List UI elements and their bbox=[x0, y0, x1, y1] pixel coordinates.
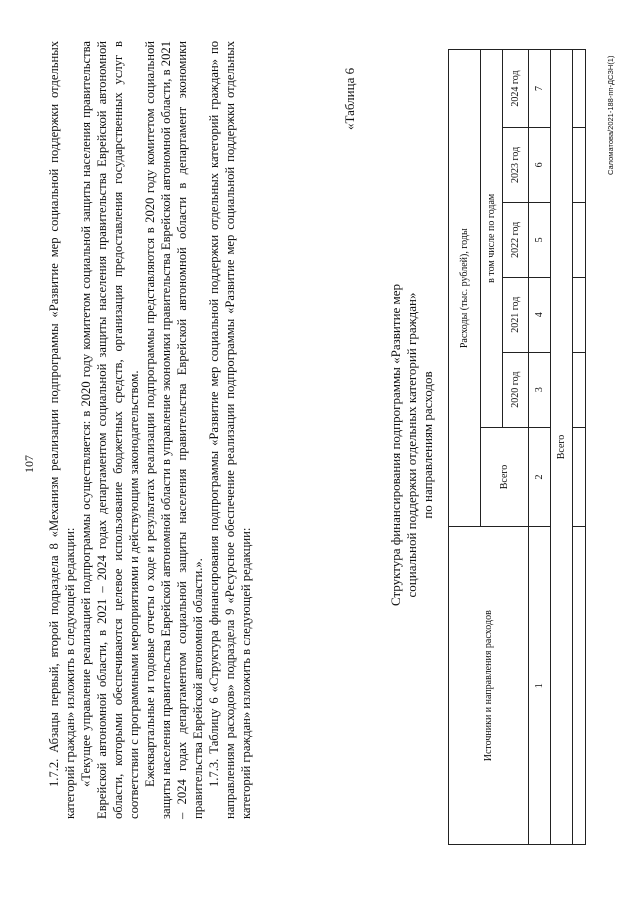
empty-cell bbox=[573, 202, 586, 277]
numbering-cell: 6 bbox=[529, 127, 551, 202]
header-source: Источники и направления расходов bbox=[449, 527, 529, 845]
header-year: 2020 год bbox=[503, 352, 529, 427]
header-expenses: Расходы (тыс. рублей), годы bbox=[449, 50, 481, 527]
header-year: 2024 год bbox=[503, 50, 529, 128]
numbering-cell: 4 bbox=[529, 277, 551, 352]
empty-cell bbox=[573, 427, 586, 527]
footer-reference: Саломатова/2021-188-пп-ДСЗН(1) bbox=[606, 55, 615, 175]
empty-cell bbox=[573, 277, 586, 352]
paragraph-1-7-2: 1.7.2. Абзацы первый, второй подраздела 8 «Механизм реализации подпрограммы «Развитие мер социальной поддержки отдельных категорий граждан» изложить в следующей редакции: bbox=[47, 41, 77, 819]
numbering-cell: 2 bbox=[529, 427, 551, 527]
page-number: 107 bbox=[22, 455, 36, 473]
header-total: Всего bbox=[481, 427, 529, 527]
empty-cell bbox=[573, 527, 586, 845]
table-title-line: Структура финансирования подпрограммы «Развитие мер bbox=[388, 283, 403, 607]
table-title-line: социальной поддержки отдельных категорий граждан» bbox=[404, 292, 419, 598]
table-title bbox=[388, 235, 436, 655]
empty-cell bbox=[573, 50, 586, 128]
paragraph-reports: Ежеквартальные и годовые отчеты о ходе и результатах реализации подпрограммы представляются в 2020 году комитетом социальной защиты населения правительства Еврейской автономной области в управление экономики правительства Еврейской автономной области, в 2021 – 2024 годах департаментом социальной защиты населения правительства Еврейской автономной области в департамент экономики правительства Еврейской автономной области.». bbox=[143, 41, 205, 819]
header-by-year: в том числе по годам bbox=[481, 50, 503, 428]
header-year: 2023 год bbox=[503, 127, 529, 202]
empty-cell bbox=[573, 352, 586, 427]
numbering-cell: 7 bbox=[529, 50, 551, 128]
header-year: 2022 год bbox=[503, 202, 529, 277]
total-row: Всего bbox=[551, 50, 573, 845]
paragraph-current-management: «Текущее управление реализацией подпрограммы осуществляется: в 2020 году комитетом социальной защиты населения правительства Еврейской автономной области, в 2021 – 2024 годах департаментом социальной защиты населения правительства Еврейской автономной области, которыми обеспечиваются целевое использование бюджетных средств, организация предоставления государственных услуг в соответствии с программными мероприятиями и действующим законодательством. bbox=[79, 41, 141, 819]
numbering-cell: 5 bbox=[529, 202, 551, 277]
paragraph-1-7-3: 1.7.3. Таблицу 6 «Структура финансирования подпрограммы «Развитие мер социальной поддержки отдельных категорий граждан» по направлениям расходов» подраздела 9 «Ресурсное обеспечение реализации подпрограммы «Развитие мер социальной поддержки отдельных категорий граждан» изложить в следующей редакции: bbox=[207, 41, 253, 819]
table-label: «Таблица 6 bbox=[342, 67, 357, 130]
financing-table bbox=[448, 49, 586, 845]
numbering-cell: 3 bbox=[529, 352, 551, 427]
table-title-line: по направлениям расходов bbox=[420, 371, 435, 519]
empty-cell bbox=[573, 127, 586, 202]
header-year: 2021 год bbox=[503, 277, 529, 352]
document-body bbox=[46, 41, 254, 819]
numbering-cell: 1 bbox=[529, 527, 551, 845]
